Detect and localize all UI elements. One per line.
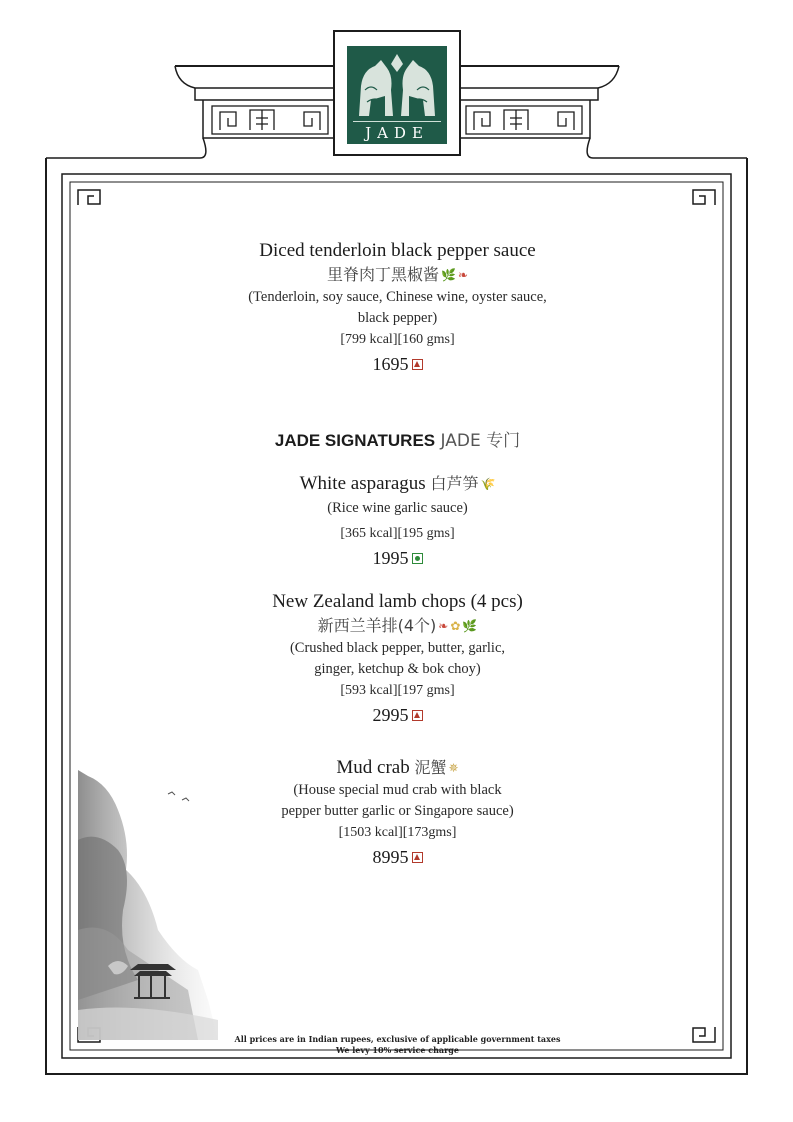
dish-description: (House special mud crab with black pepper butter garlic or Singapore sauce): [281, 782, 514, 819]
logo-wordmark: JADE: [353, 121, 441, 142]
dish-item: [160, 239, 635, 377]
dish-price: 8995: [160, 844, 635, 870]
dish-name: White asparagus 白芦笋 🌾: [299, 473, 496, 494]
pepper-icon: 🌿: [441, 268, 456, 282]
twin-lions-icon: [347, 46, 447, 124]
dish-nutrition: [593 kcal][197 gms]: [340, 683, 455, 698]
veg-icon: [412, 553, 423, 564]
dish-item: [160, 756, 635, 870]
non-veg-icon: [412, 852, 423, 863]
crab-icon: ✵: [448, 761, 459, 775]
dish-description: (Crushed black pepper, butter, garlic, ginger, ketchup & bok choy): [289, 640, 506, 677]
dish-nutrition: [799 kcal][160 gms]: [340, 332, 455, 347]
non-veg-icon: [412, 710, 423, 721]
dish-price: 1695: [160, 351, 635, 377]
dish-chinese-name: 新西兰羊排(4个) ❧ ✿ 🌿: [160, 614, 635, 638]
dish-item: [160, 590, 635, 728]
dish-name: Mud crab 泥蟹 ✵: [336, 757, 459, 778]
footer-note: All prices are in Indian rupees, exclusive of applicable government taxes We levy 10% service charge: [234, 1034, 561, 1055]
dish-nutrition: [1503 kcal][173gms]: [338, 825, 457, 840]
dish-description: (Tenderloin, soy sauce, Chinese wine, oyster sauce, black pepper): [248, 289, 547, 326]
dish-nutrition: [365 kcal][195 gms]: [340, 526, 455, 541]
dish-chinese-name: 里脊肉丁黑椒酱 🌿 ❧: [160, 263, 635, 287]
jade-logo: [333, 30, 461, 156]
dish-name: Diced tenderloin black pepper sauce: [259, 240, 536, 261]
dish-price: 1995: [160, 545, 635, 571]
chili-icon: ❧: [438, 619, 449, 633]
dish-item: [160, 472, 635, 571]
dish-name: New Zealand lamb chops (4 pcs): [272, 591, 523, 612]
dish-description: (Rice wine garlic sauce): [327, 500, 468, 516]
non-veg-icon: [412, 359, 423, 370]
garlic-icon: ✿: [450, 619, 461, 633]
wheat-icon: 🌾: [480, 477, 496, 491]
section-title: JADE SIGNATURES JADE 专门: [274, 431, 521, 451]
pepper-icon: 🌿: [462, 619, 478, 633]
dish-price: 2995: [160, 702, 635, 728]
chili-icon: ❧: [457, 268, 469, 282]
